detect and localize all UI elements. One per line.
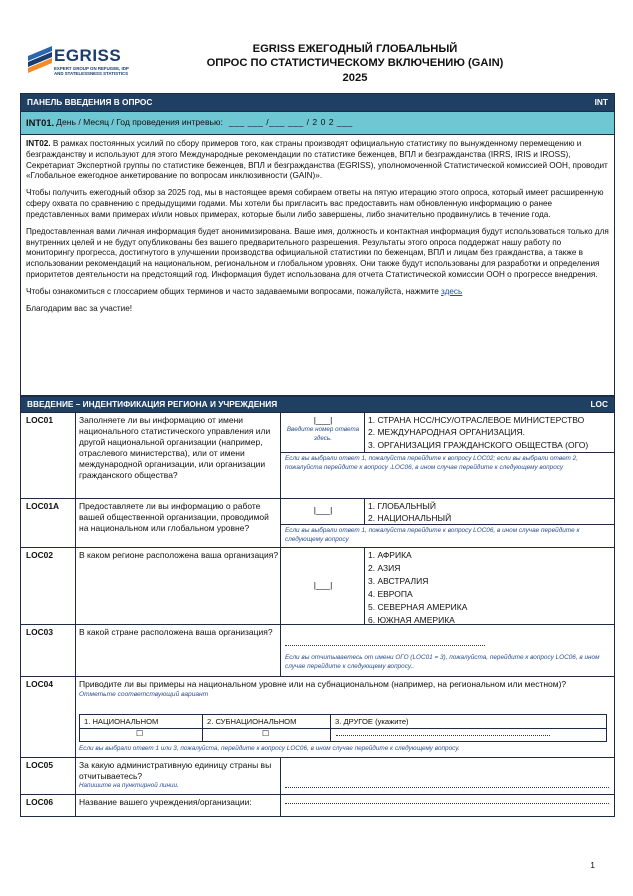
divider [280, 548, 281, 624]
int02-paragraph-1 [26, 139, 609, 182]
loc01-option-3[interactable]: 3. ОРГАНИЗАЦИЯ ГРАЖДАНСКОГО ОБЩЕСТВА (ОГО) [368, 439, 589, 450]
int01-row [21, 111, 614, 135]
loc01a-skip-note: Если вы выбрали ответ 1, пожалуйста перейдите к вопросу LOC06, в ином случае перейдите к следующему вопросу [285, 527, 580, 544]
divider [280, 452, 614, 453]
loc-bar-title: ВВЕДЕНИЕ – ИНДЕНТИФИКАЦИЯ РЕГИОНА И УЧРЕЖДЕНИЯ [27, 399, 278, 410]
loc01a-code: LOC01A [26, 501, 60, 511]
divider [75, 795, 76, 817]
loc05-question: За какую административную единицу страны вы отчитываетесь? [79, 760, 272, 782]
divider [280, 758, 281, 794]
egriss-logo [26, 44, 138, 84]
int02-text-4: Чтобы ознакомиться с глоссарием общих терминов и часто задаваемыми вопросами, пожалуйста, нажмите [26, 286, 439, 296]
loc05-hint: Напишите на пунктирной линии. [79, 782, 179, 790]
int01-code: INT01. [26, 116, 55, 128]
loc05-row [21, 757, 614, 794]
loc02-option-1[interactable]: 1. АФРИКА [368, 550, 412, 560]
loc05-unit-input[interactable] [285, 787, 609, 788]
loc03-skip-note: Если вы отчитываетесь от имени ОГО (LOC01 = 3), пожалуйста, перейдите к вопросу LOC06, в ином случае перейдите к следующему вопросу.. [285, 654, 600, 671]
loc01-skip-note: Если вы выбрали ответ 1, пожалуйста перейдите к вопросу LOC02; если вы выбрали ответ 2, пожалуйста перейдите к вопросу .LOC06, в ином случае перейдите к следующему вопросу [285, 455, 578, 472]
intro-panel [20, 93, 615, 396]
loc01a-answer-box[interactable]: |___| [313, 505, 333, 515]
int02-paragraph-3: Предоставленная вами личная информация будет анонимизирована. Ваше имя, должность и контактная информация будут использоваться только для внутренних целей и не будут опубликованы без вашего предварительного разрешения. Результаты этого опроса поддержат нашу работу по мониторингу прогресса, достигнутого в улучшении производства официальной статистики по беженцам, ВПЛ и лицам без гражданства, а также в использовании рекомендаций на национальном, региональном и глобальном уровнях. Они также будут использованы для разработки и определения приоритетов деятельности на предстоящий год. Информация будет использована для отчета Статистической комиссии ООН о прогрессе внедрения. [26, 226, 609, 280]
loc06-code: LOC06 [26, 797, 53, 807]
loc01-hint: Введите номер ответа здесь. [286, 426, 360, 443]
divider [280, 625, 281, 676]
divider [75, 677, 76, 757]
logo-subtitle: EXPERT GROUP ON REFUGEE, IDP AND STATELESSNESS STATISTICS [54, 66, 129, 77]
loc01-option-2[interactable]: 2. МЕЖДУНАРОДНАЯ ОРГАНИЗАЦИЯ. [368, 427, 526, 438]
loc04-hint: Отметьте соответствующий вариант [79, 691, 209, 699]
loc02-code: LOC02 [26, 550, 53, 560]
int02-block [21, 135, 614, 315]
divider [364, 548, 365, 624]
divider [75, 625, 76, 676]
glossary-link[interactable]: здесь [441, 286, 463, 296]
divider [80, 728, 606, 729]
loc02-option-5[interactable]: 5. СЕВЕРНАЯ АМЕРИКА [368, 601, 468, 612]
loc04-question-block [79, 679, 609, 699]
page-title [150, 42, 560, 85]
loc01a-option-1[interactable]: 1. ГЛОБАЛЬНЫЙ [368, 501, 436, 511]
loc03-row [21, 624, 614, 676]
loc05-code: LOC05 [26, 760, 53, 770]
loc01a-option-2[interactable]: 2. НАЦИОНАЛЬНЫЙ [368, 513, 452, 524]
loc04-skip-note: Если вы выбрали ответ 1 или 3, пожалуйста, перейдите к вопросу LOC06, в ином случае перейдите к следующему вопросу. [79, 745, 460, 752]
divider [280, 795, 281, 817]
divider [75, 499, 76, 547]
int02-thanks: Благодарим вас за участие! [26, 303, 133, 313]
loc04-checkbox-national[interactable]: ☐ [136, 729, 144, 738]
loc03-question: В какой стране расположена ваша организация? [79, 627, 273, 637]
loc01-option-1[interactable]: 1. СТРАНА НСС/НСУ/ОТРАСЛЕВОЕ МИНИСТЕРСТВО [368, 415, 585, 425]
int02-code: INT02. [26, 139, 51, 148]
loc-bar [21, 397, 614, 412]
intro-bar [21, 94, 614, 111]
loc01a-options [368, 500, 613, 525]
loc-bar-code: LOC [590, 399, 608, 410]
loc02-answer-box[interactable]: |___| [313, 580, 333, 590]
loc01-code: LOC01 [26, 415, 53, 425]
divider [75, 413, 76, 498]
loc04-other-input[interactable] [336, 735, 550, 736]
loc04-col-other: 3. ДРУГОЕ (укажите) [335, 717, 409, 726]
loc01-question: Заполняете ли вы информацию от имени национального статистического управления или другой национальной организации (например, отраслевого министерства), или от имени международной организации, или организации гражданского общества? [79, 415, 271, 481]
logo-name: EGRISS [54, 46, 122, 65]
loc05-question-block [79, 760, 279, 791]
title-line-1: EGRISS ЕЖЕГОДНЫЙ ГЛОБАЛЬНЫЙ [252, 43, 458, 55]
divider [75, 758, 76, 794]
loc02-row [21, 547, 614, 624]
loc-section [20, 396, 615, 817]
loc01a-question: Предоставляете ли вы информацию о работе вашей общественной организации, проводимой на национальном или глобальном уровне? [79, 501, 269, 534]
loc02-option-6[interactable]: 6. ЮЖНАЯ АМЕРИКА [368, 614, 455, 625]
loc06-question: Название вашего учреждения/организации: [79, 797, 252, 807]
loc01-box[interactable]: |___| [313, 415, 333, 425]
loc01-options [368, 414, 613, 451]
loc01-row [21, 412, 614, 498]
loc02-options [368, 549, 613, 626]
page-number: 1 [590, 860, 595, 870]
loc04-code: LOC04 [26, 679, 53, 689]
loc02-option-2[interactable]: 2. АЗИЯ [368, 562, 401, 573]
loc04-row [21, 676, 614, 757]
divider [364, 499, 365, 524]
divider [75, 548, 76, 624]
loc03-code: LOC03 [26, 627, 53, 637]
divider [280, 413, 281, 498]
loc03-country-input[interactable] [285, 645, 485, 646]
loc02-question: В каком регионе расположена ваша организация? [79, 550, 279, 560]
intro-bar-title: ПАНЕЛЬ ВВЕДЕНИЯ В ОПРОС [27, 97, 153, 108]
title-line-3: 2025 [342, 71, 368, 84]
intro-bar-code: INT [594, 97, 608, 108]
loc04-choice-table [79, 714, 607, 742]
loc01-answer-box[interactable] [283, 415, 363, 444]
interview-date-field[interactable]: ___ ___ /___ ___ / 2 0 2 ___ [228, 117, 353, 128]
divider [280, 499, 281, 547]
logo-mark-icon [26, 44, 54, 76]
divider [364, 413, 365, 452]
loc04-col-national: 1. НАЦИОНАЛЬНОМ [84, 717, 159, 726]
int02-paragraph-2: Чтобы получить ежегодный обзор за 2025 год, мы в настоящее время собираем ответы на пятую итерацию этого опроса, который имеет расширенную сферу охвата по сравнению с предыдущими годами. Мы хотели бы пригласить вас предоставить нам обновленную информацию о ранее представленных вами примерах и/или новых примерах, которые были либо завершены, либо значительно продвинулись в течение года. [26, 188, 604, 219]
loc04-question: Приводите ли вы примеры на национальном уровне или на субнациональном (например, на региональном или местном)? [79, 679, 567, 689]
title-line-2: ОПРОС ПО СТАТИСТИЧЕСКОМУ ВКЛЮЧЕНИЮ (GAIN) [206, 57, 504, 70]
loc02-option-4[interactable]: 4. ЕВРОПА [368, 588, 413, 599]
int02-paragraph-4 [26, 287, 609, 298]
loc02-option-3[interactable]: 3. АВСТРАЛИЯ [368, 575, 429, 586]
loc06-organization-input[interactable] [285, 803, 609, 804]
int02-text-1: В рамках постоянных усилий по сбору примеров того, как страны производят официальную статистику по вынужденному перемещению и безгражданству и используют для этого Международные рекомендации по статистике беженцев, ВПЛ и безгражданства (IRRS, IRIS и IROSS), Секретариат Экспертной группы по статистике беженцев, ВПЛ и безгражданства (EGRISS), уполномоченной Статистической комиссией ООН, проводит «Глобальное ежегодное анкетирование по вопросам инклюзивности (GAIN)». [26, 139, 608, 181]
int01-label: День / Месяц / Год проведения интревью: [56, 117, 223, 128]
loc01a-row [21, 498, 614, 547]
loc06-row [21, 794, 614, 817]
loc04-checkbox-subnational[interactable]: ☐ [262, 729, 270, 738]
loc04-col-subnational: 2. СУБНАЦИОНАЛЬНОМ [207, 717, 297, 726]
